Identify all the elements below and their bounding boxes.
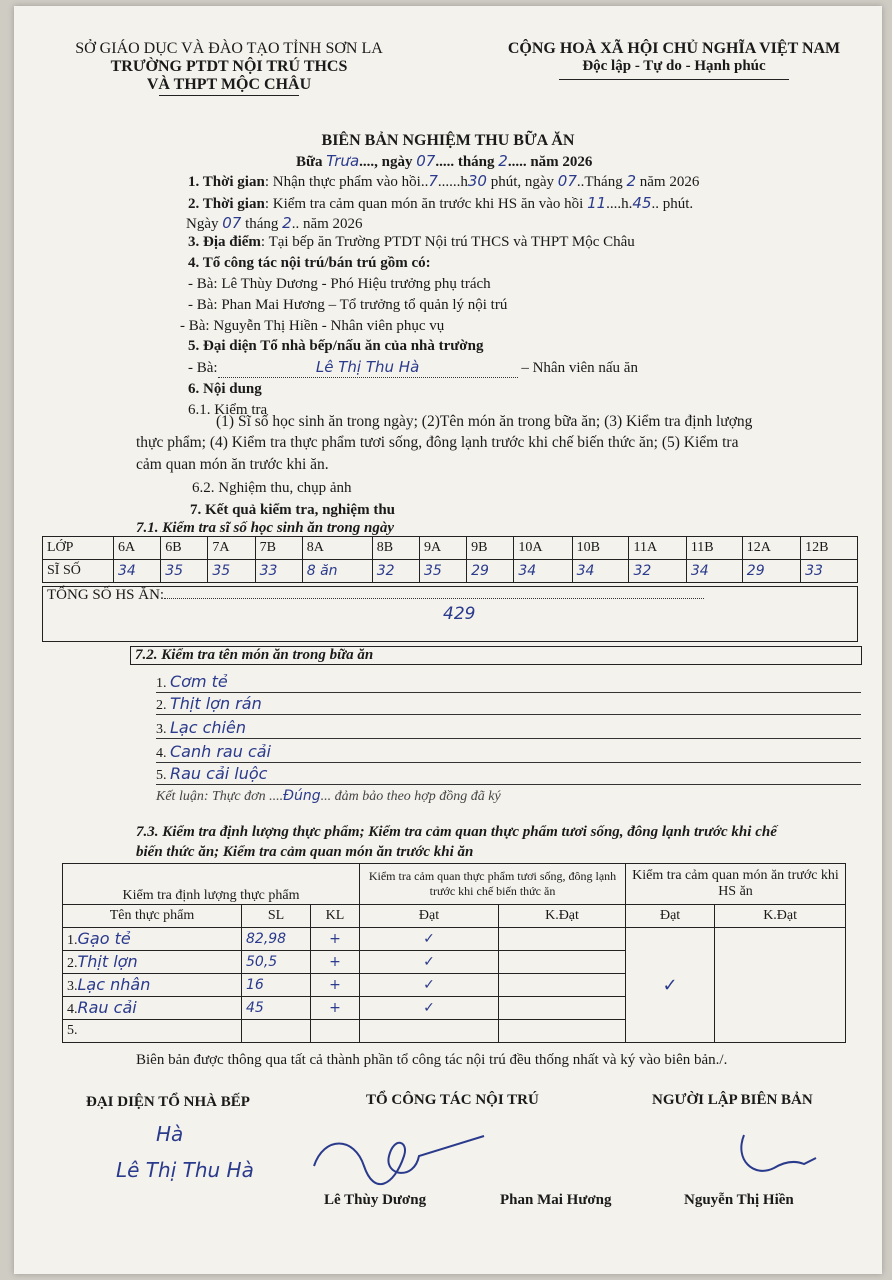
conclusion-value: Đúng [283,788,321,804]
count-10b: 34 [572,560,629,583]
class-10b: 10B [572,537,629,560]
class-7b: 7B [255,537,302,560]
count-10a: 34 [514,560,572,583]
dish-3-name: Lạc chiên [170,718,246,737]
total-value: 429 [443,604,476,624]
food-4-name: Rau cải [77,998,137,1017]
s1-label: 1. Thời gian [188,174,265,190]
meal-day: 07 [416,152,436,170]
food-3-fail [499,974,626,997]
t73-title-1: 7.3. Kiểm tra định lượng thực phẩm; Kiểm tra cảm quan thực phẩm tươi sống, đông lạnh trước khi chế [136,824,777,840]
sign-kitchen-title: ĐẠI DIỆN TỔ NHÀ BẾP [86,1094,250,1110]
class-8b: 8B [372,537,419,560]
count-9b: 29 [467,560,514,583]
s4-member-3: - Bà: Nguyễn Thị Hiền - Nhân viên phục vụ [180,318,445,334]
count-6a: 34 [114,560,161,583]
food-1-pass: ✓ [360,928,499,951]
header-right-underline [559,79,789,80]
s6-sub2: 6.2. Nghiệm thu, chụp ảnh [192,480,352,496]
dish-1-num: 1. [156,676,167,691]
dish-1-name: Cơm tẻ [170,672,228,691]
food-5-pass [360,1020,499,1043]
s6-label: 6. Nội dung [188,381,262,397]
food-3-kl: + [311,974,360,997]
s5-prefix: - Bà: [188,360,218,376]
meal-label: Bữa [296,154,323,170]
food-3-num: 3. [67,979,78,994]
s1-day: 07 [557,172,577,190]
s2-month-label: tháng [245,216,279,232]
count-12a: 29 [742,560,800,583]
food-5-num: 5. [67,1023,78,1038]
closing-text: Biên bản được thông qua tất cả thành phần tổ công tác nội trú đều thống nhất và ký vào biên bản./. [136,1052,728,1068]
s6-para-2: thực phẩm; (4) Kiểm tra thực phẩm tươi sống, đông lạnh trước khi chế biến thức ăn; (5) Kiểm tra [136,434,739,451]
s2-month: 2 [282,214,292,232]
document-title: BIÊN BẢN NGHIỆM THU BỮA ĂN [321,132,575,149]
s6-sub1: 6.1. Kiểm tra [188,402,268,418]
conclusion-text-b: ... đảm bảo theo hợp đồng đã ký [320,789,501,804]
header-left [14,40,444,96]
food-4-name-cell [63,997,242,1020]
sense-pass-mark: ✓ [626,928,715,1043]
s1-text-d: ..Tháng [576,174,623,190]
food-header-row-1 [63,864,846,905]
count-7a: 35 [208,560,255,583]
total-label: TỔNG SỐ HS ĂN: [47,587,165,603]
food-2-fail [499,951,626,974]
class-8a: 8A [302,537,372,560]
count-9a: 35 [419,560,466,583]
board-name-2: Phan Mai Hương [500,1192,612,1208]
food-1-kl: + [311,928,360,951]
class-6b: 6B [161,537,208,560]
s2-text-b: ....h. [606,196,633,212]
dish-3-num: 3. [156,722,167,737]
meal-year: ..... năm 2026 [507,154,593,170]
header-sense-fail: K.Đạt [715,905,846,928]
s4-member-2: - Bà: Phan Mai Hương – Tổ trưởng tổ quản lý nội trú [188,297,508,313]
section-1 [188,172,699,191]
class-count-table [42,536,858,583]
sign-board-title: TỔ CÔNG TÁC NỘI TRÚ [366,1092,539,1108]
meal-month-label: ..... tháng [435,154,495,170]
food-header-row-2 [63,905,846,928]
meal-day-label: ...., ngày [359,154,413,170]
motto: Độc lập - Tự do - Hạnh phúc [582,58,766,74]
header-sense: Kiểm tra cảm quan món ăn trước khi HS ăn [626,864,846,905]
food-5-fail [499,1020,626,1043]
s5-dots [218,358,518,378]
meal-line [296,152,592,171]
count-7b: 33 [255,560,302,583]
t72-title: 7.2. Kiểm tra tên món ăn trong bữa ăn [130,646,862,665]
food-4-pass: ✓ [360,997,499,1020]
dish-2-name: Thịt lợn rán [170,694,262,713]
class-row-label: LỚP [43,537,114,560]
header-right [484,40,864,80]
s1-month: 2 [626,172,637,190]
class-11a: 11A [629,537,686,560]
s7-label: 7. Kết quả kiểm tra, nghiệm thu [190,502,396,518]
food-2-name-cell [63,951,242,974]
s2-day: 07 [222,214,242,232]
food-1-sl: 82,98 [242,928,311,951]
food-5-kl [311,1020,360,1043]
document-page [14,6,882,1274]
dish-line-1 [156,672,861,693]
s3-text: : Tại bếp ăn Trường PTDT Nội trú THCS và THPT Mộc Châu [260,234,635,250]
food-1-num: 1. [67,933,78,948]
header-kl: KL [311,905,360,928]
country-name: CỘNG HOÀ XÃ HỘI CHỦ NGHĨA VIỆT NAM [507,40,841,57]
s4-label: 4. Tổ công tác nội trú/bán trú gồm có: [188,255,431,271]
count-12b: 33 [801,560,858,583]
board-signature [304,1126,504,1196]
header-left-underline [159,95,299,96]
count-row-label: SĨ SỐ [43,560,114,583]
s1-text-b: ......h [437,174,468,190]
dish-2-num: 2. [156,698,167,713]
food-3-name-cell [63,974,242,997]
class-row [43,537,858,560]
food-3-sl: 16 [242,974,311,997]
food-4-kl: + [311,997,360,1020]
s2-year: .. năm 2026 [291,216,363,232]
kitchen-name: Lê Thị Thu Hà [116,1158,254,1182]
header-fresh-fail: K.Đạt [499,905,626,928]
s2-day-label: Ngày [186,216,219,232]
food-3-name: Lạc nhân [77,975,151,994]
writer-signature [734,1130,824,1180]
s2-hour: 11 [587,194,607,212]
s2-min: 45 [632,194,652,212]
s6-para-3: cảm quan món ăn trước khi ăn. [136,456,329,473]
s1-min: 30 [467,172,487,190]
sign-writer-title: NGƯỜI LẬP BIÊN BẢN [652,1092,813,1108]
class-6a: 6A [114,537,161,560]
food-2-num: 2. [67,956,78,971]
food-4-sl: 45 [242,997,311,1020]
dish-5-num: 5. [156,768,167,783]
food-check-table [62,863,846,1043]
s2-label: 2. Thời gian [188,196,265,212]
writer-name: Nguyễn Thị Hiền [684,1192,794,1208]
food-1-name-cell [63,928,242,951]
count-row [43,560,858,583]
count-11a: 32 [629,560,686,583]
food-2-name: Thịt lợn [77,952,138,971]
class-12a: 12A [742,537,800,560]
food-3-pass: ✓ [360,974,499,997]
s5-suffix: – Nhân viên nấu ăn [517,360,638,376]
conclusion-text-a: Kết luận: Thực đơn .... [156,789,284,804]
s5-label: 5. Đại diện Tổ nhà bếp/nấu ăn của nhà trường [188,338,484,354]
s1-text-e: năm 2026 [636,174,700,190]
food-1-name: Gạo tẻ [77,929,131,948]
count-8b: 32 [372,560,419,583]
class-9a: 9A [419,537,466,560]
conclusion [156,788,501,805]
food-2-pass: ✓ [360,951,499,974]
total-dots [164,598,704,599]
class-9b: 9B [467,537,514,560]
header-fresh-pass: Đạt [360,905,499,928]
food-4-num: 4. [67,1002,78,1017]
meal-value: Trưa [326,152,360,170]
food-1-fail [499,928,626,951]
section-2-date [186,214,363,233]
dish-line-2 [156,694,861,715]
class-11b: 11B [686,537,742,560]
dish-4-num: 4. [156,746,167,761]
class-10a: 10A [514,537,572,560]
food-2-kl: + [311,951,360,974]
dish-line-3 [156,718,861,739]
count-6b: 35 [161,560,208,583]
food-5-sl [242,1020,311,1043]
s3-label: 3. Địa điểm [188,234,261,250]
s5-cook-name: Lê Thị Thu Hà [315,358,420,376]
meal-month: 2 [498,152,508,170]
board-name-1: Lê Thùy Dương [324,1192,427,1208]
section-3 [188,234,635,251]
t73-title-2: biến thức ăn; Kiểm tra cảm quan món ăn trước khi ăn [136,844,474,860]
s1-text-a: : Nhận thực phẩm vào hồi.. [264,174,429,190]
class-12b: 12B [801,537,858,560]
school-name-line2: VÀ THPT MỘC CHÂU [146,76,312,93]
count-8a: 8 ăn [302,560,372,583]
school-name-line1: TRƯỜNG PTDT NỘI TRÚ THCS [110,58,348,75]
food-4-fail [499,997,626,1020]
header-sl: SL [242,905,311,928]
department-name: SỞ GIÁO DỤC VÀ ĐÀO TẠO TỈNH SƠN LA [75,40,383,57]
s1-text-c: phút, ngày [486,174,555,190]
total-box [42,586,858,642]
food-5-name-cell [63,1020,242,1043]
s5-line [188,358,638,378]
food-row-1 [63,928,846,951]
t71-title: 7.1. Kiểm tra sĩ số học sinh ăn trong ngày [136,520,394,536]
s2-text-a: : Kiểm tra cảm quan món ăn trước khi HS ăn vào hồi [264,196,584,212]
s1-hour: 7 [428,172,438,190]
header-fresh: Kiểm tra cảm quan thực phẩm tươi sống, đông lạnh trước khi chế biến thức ăn [360,864,626,905]
dish-5-name: Rau cải luộc [170,764,268,783]
header-food-name: Tên thực phẩm [63,905,242,928]
s2-text-c: .. phút. [651,196,694,212]
count-11b: 34 [686,560,742,583]
section-2 [188,194,693,213]
dish-line-5 [156,764,861,785]
s4-member-1: - Bà: Lê Thùy Dương - Phó Hiệu trưởng phụ trách [188,276,491,292]
food-2-sl: 50,5 [242,951,311,974]
class-7a: 7A [208,537,255,560]
header-quantity: Kiểm tra định lượng thực phẩm [63,864,360,905]
dish-line-4 [156,742,861,763]
dish-4-name: Canh rau cải [170,742,271,761]
s6-para-1: (1) Sĩ số học sinh ăn trong ngày; (2)Tên món ăn trong bữa ăn; (3) Kiểm tra định lượng [216,413,753,430]
kitchen-signature: Hà [156,1122,184,1146]
sense-fail-cell [715,928,846,1043]
header-sense-pass: Đạt [626,905,715,928]
